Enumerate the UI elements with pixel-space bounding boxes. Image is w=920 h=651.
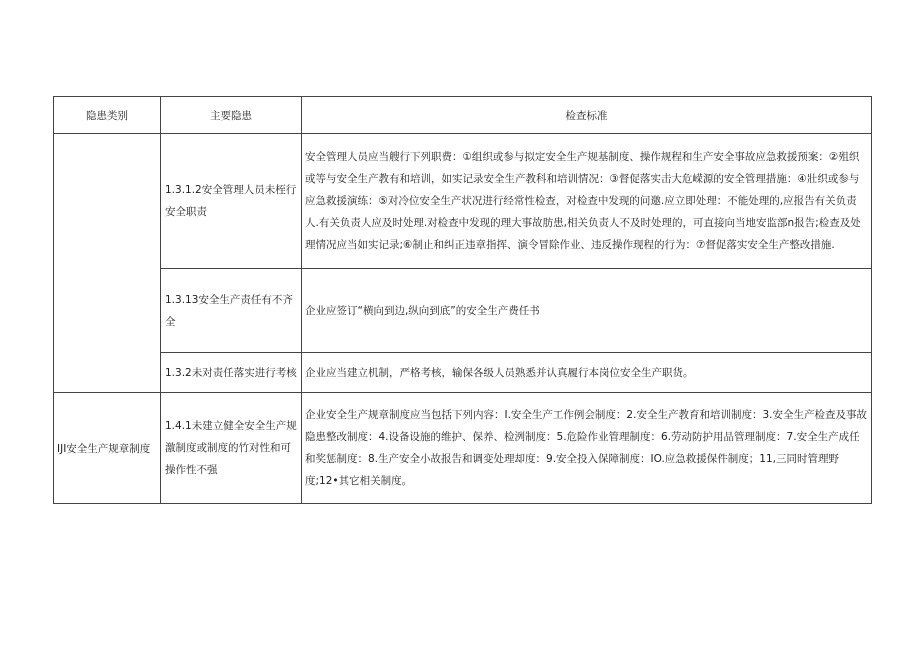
- table-row: [54, 134, 872, 269]
- standard-cell: 企业应签订“横向到边,纵向到底”的安全生产费任书: [302, 269, 872, 353]
- hazard-cell: 1.3.1.2安全管理人员未桎行安全职责: [161, 134, 302, 269]
- table-header-row: [54, 97, 872, 134]
- hazard-cell: 1.3.2未对责任落实进行考核: [161, 353, 302, 393]
- standard-cell: 安全管理人员应当艘行下列职费：①组织或参与拟定安全生产规基制度、操作规程和生产安全事故应急救援预案：②殂织或等与安全生产教有和培训，如实记录安全生产教科和培训情况：③督促落实击大危嵘源的安全管理措施：④壯织或参与应急救援演练：⑤对冷位安全生产状况进行经常性检查，对检查中发现的问邀.应立即处理：不能处理的,应报告有关负责人.有关负责人应及时处理.对检查中发现的理大事故肪患,相关负责人不及时处理的，可直接向当地安监部n报告;检查及处理情况应当如实记录;⑥制止和纠正违章指挥、演令冒除作业、违反操作现程的行为：⑦督促落实安全生产整改措施.: [302, 134, 872, 269]
- hazard-cell: 1.4.1未建立健全安全生产规激制度或制度的竹对性和可操作性不强: [161, 393, 302, 504]
- header-category: 隐患类别: [54, 97, 161, 134]
- category-cell-empty: [54, 134, 161, 393]
- standard-cell: 企业安全生产规章制度应当包括下列内容：I.安全生产工作例会制度：2.安全生产教育和培训制度：3.安全生产检查及事故隐患整改制度：4.设备设施的维护、保养、检洌制度：5.危险作业管理制度：6.劳动防护用品管理制度：7.安全生产成任和奖惩制度：8.生产安全小故报告和调变处理却度：9.安全投入保障制度：IO.应急救援保件制度；11,三同时管理野度;12•其它相关制度。: [302, 393, 872, 504]
- table-row: [54, 353, 872, 393]
- hazard-inspection-table: [53, 96, 872, 504]
- hazard-cell: 1.3.13安全生产责任有不齐全: [161, 269, 302, 353]
- header-standard: 检查标准: [302, 97, 872, 134]
- standard-cell: 企业应当建立机制，严格考核，输保各级人员熟悉并认真履行本岗位安全生产职货。: [302, 353, 872, 393]
- table-row: [54, 269, 872, 353]
- table-row: [54, 393, 872, 504]
- header-hazard: 主要隐患: [161, 97, 302, 134]
- category-cell: IJI安全生产规章制度: [54, 393, 161, 504]
